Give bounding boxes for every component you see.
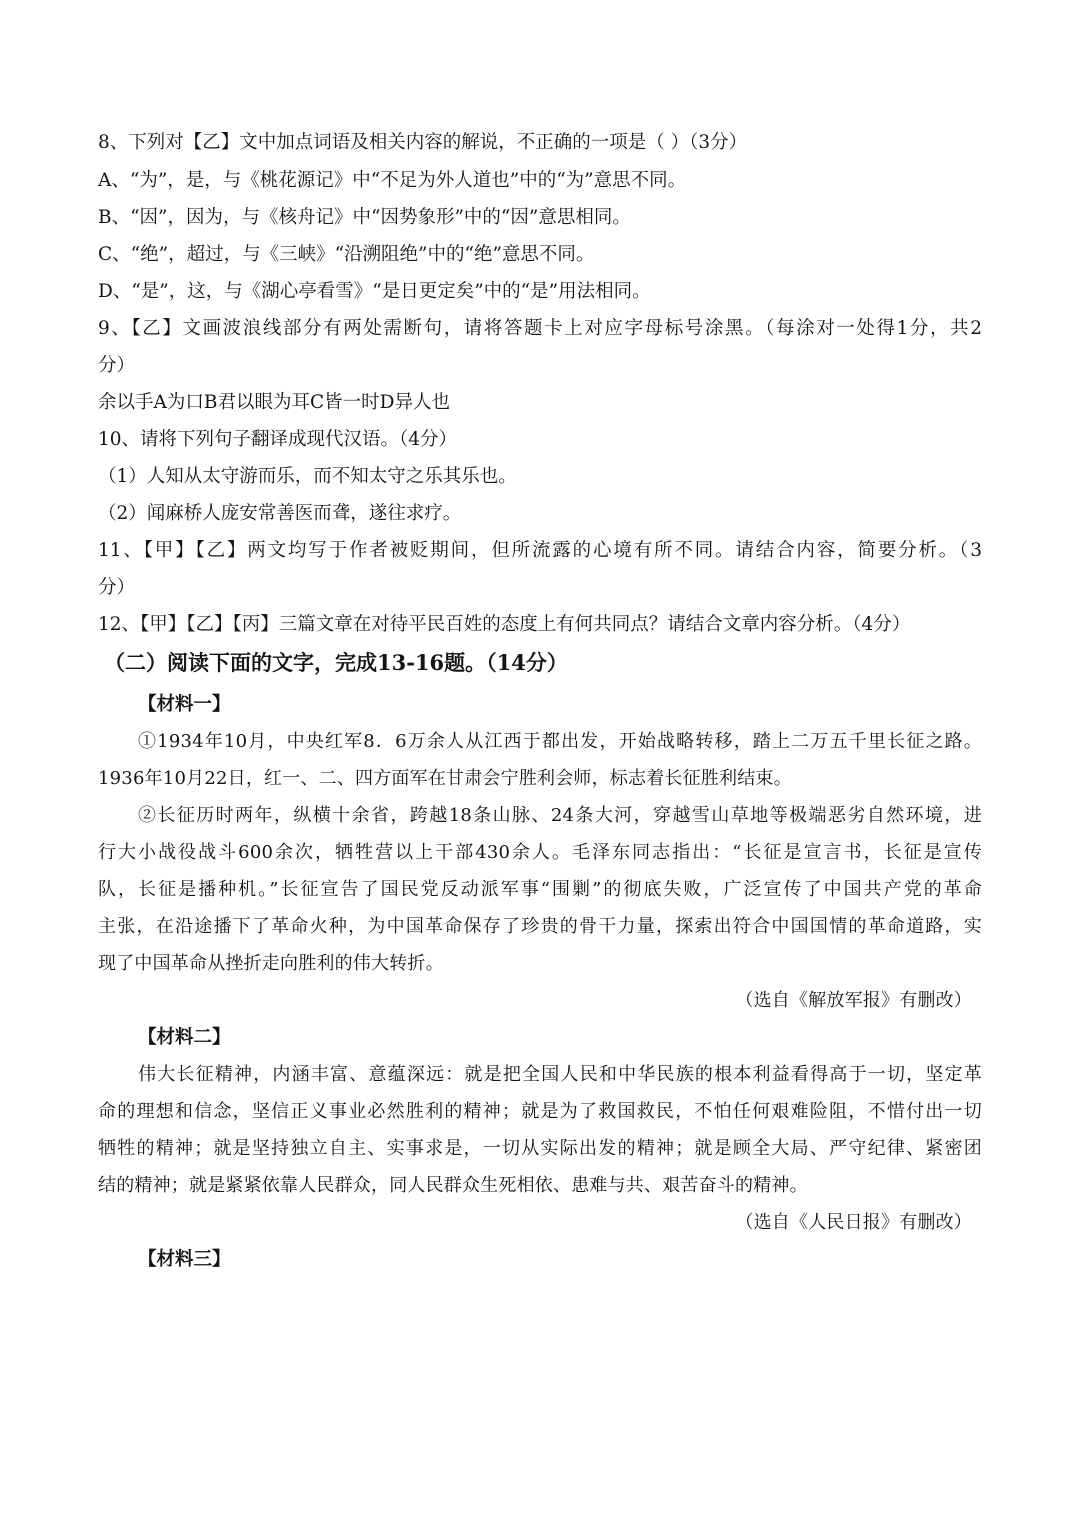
- question-9-stem: 9、【乙】文画波浪线部分有两处需断句，请将答题卡上对应字母标号涂黑。（每涂对一处得1分，共2: [98, 318, 982, 339]
- material-1-line: ①1934年10月，中央红军8．6万余人从江西于都出发，开始战略转移，踏上二万五千里长征之路。: [138, 731, 982, 752]
- material-1-line: ②长征历时两年，纵横十余省，跨越18条山脉、24条大河，穿越雪山草地等极端恶劣自然环境，进: [138, 805, 982, 826]
- question-8-stem: 8、下列对【乙】文中加点词语及相关内容的解说，不正确的一项是（ ）（3分）: [98, 132, 748, 153]
- question-8-option-a: A、“为”，是，与《桃花源记》中“不足为外人道也”中的“为”意思不同。: [98, 170, 687, 191]
- question-10-item-2: （2）闻麻桥人庞安常善医而聋，遂往求疗。: [98, 503, 462, 524]
- question-11-stem: 11、【甲】【乙】两文均写于作者被贬期间，但所流露的心境有所不同。请结合内容，简要分析。（3: [98, 540, 982, 561]
- question-10-stem: 10、请将下列句子翻译成现代汉语。（4分）: [98, 429, 458, 450]
- question-9-stem-cont: 分）: [98, 355, 136, 376]
- material-1-line: 现了中国革命从挫折走向胜利的伟大转折。: [98, 953, 444, 974]
- material-3-label: 【材料三】: [138, 1249, 231, 1270]
- material-2-label: 【材料二】: [138, 1027, 231, 1048]
- question-10-item-1: （1）人知从太守游而乐，而不知太守之乐其乐也。: [98, 466, 517, 487]
- material-1-line: 行大小战役战斗600余次，牺牲营以上干部430余人。毛泽东同志指出：“长征是宣言书，长征是宣传: [98, 842, 982, 863]
- material-1-line: 主张，在沿途播下了革命火种，为中国革命保存了珍贵的骨干力量，探索出符合中国国情的革命道路，实: [98, 916, 982, 937]
- material-1-line: 1936年10月22日，红一、二、四方面军在甘肃会宁胜利会师，标志着长征胜利结束。: [98, 768, 792, 789]
- material-2-source: （选自《人民日报》有删改）: [735, 1212, 972, 1233]
- material-1-label: 【材料一】: [138, 694, 231, 715]
- material-2-line: 伟大长征精神，内涵丰富、意蕴深远：就是把全国人民和中华民族的根本利益看得高于一切，坚定革: [138, 1064, 982, 1085]
- question-9-sentence: 余以手A为口B君以眼为耳C皆一时D异人也: [98, 392, 450, 413]
- material-2-line: 结的精神；就是紧紧依靠人民群众，同人民群众生死相依、患难与共、艰苦奋斗的精神。: [98, 1175, 808, 1196]
- section-2-heading: （二）阅读下面的文字，完成13-16题。（14分）: [104, 650, 568, 675]
- material-2-line: 牺牲的精神；就是坚持独立自主、实事求是，一切从实际出发的精神；就是顾全大局、严守纪律、紧密团: [98, 1138, 982, 1159]
- question-8-option-b: B、“因”，因为，与《核舟记》中“因势象形”中的“因”意思相同。: [98, 207, 631, 228]
- question-12-stem: 12、【甲】【乙】【丙】三篇文章在对待平民百姓的态度上有何共同点？请结合文章内容分析。（4分）: [98, 614, 911, 635]
- material-2-line: 命的理想和信念，坚信正义事业必然胜利的精神；就是为了救国救民，不怕任何艰难险阻，不惜付出一切: [98, 1101, 982, 1122]
- question-8-option-c: C、“绝”，超过，与《三峡》“沿溯阻绝”中的“绝”意思不同。: [98, 244, 595, 265]
- question-11-stem-cont: 分）: [98, 577, 136, 598]
- material-1-line: 队，长征是播种机。”长征宣告了国民党反动派军事“围剿”的彻底失败，广泛宣传了中国共产党的革命: [98, 879, 982, 900]
- material-1-source: （选自《解放军报》有删改）: [735, 990, 972, 1011]
- question-8-option-d: D、“是”，这，与《湖心亭看雪》“是日更定矣”中的“是”用法相同。: [98, 281, 651, 302]
